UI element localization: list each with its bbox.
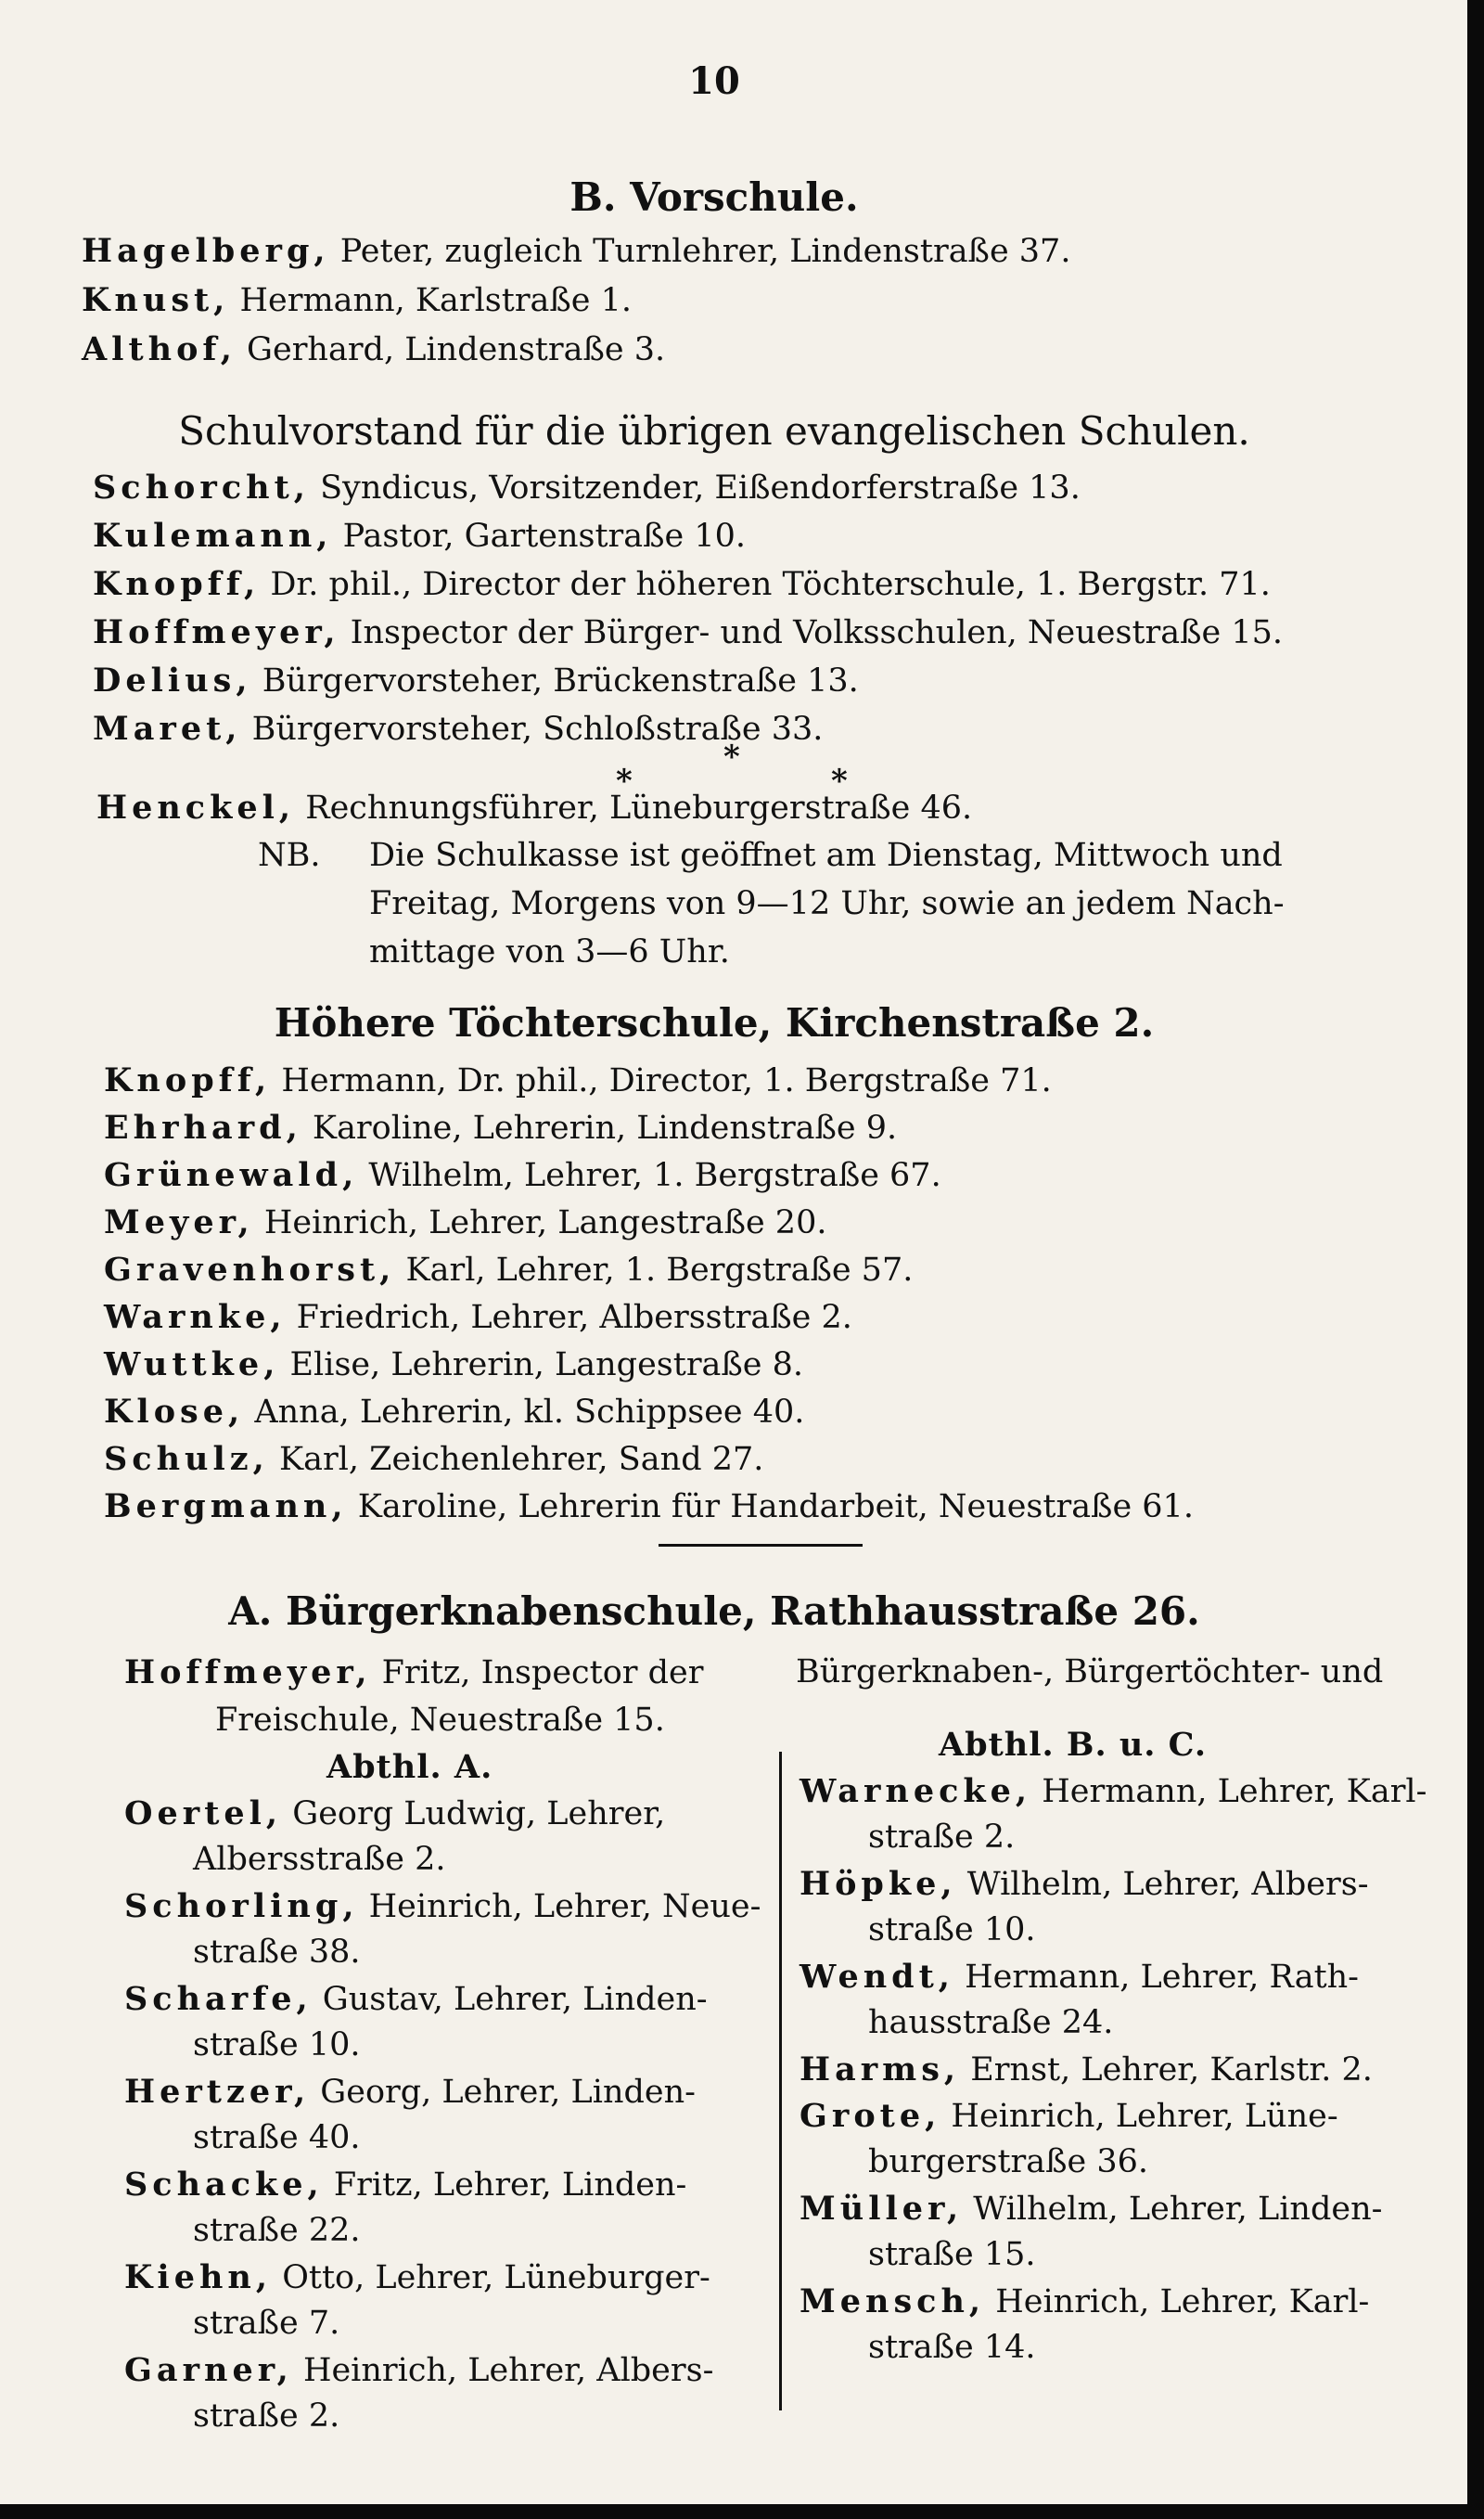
- entry-details: Georg, Lehrer, Linden-: [310, 2074, 696, 2111]
- entry-details: Karoline, Lehrerin, Lindenstraße 9.: [301, 1110, 898, 1147]
- asterisk-divider: *: [723, 739, 740, 776]
- schulvorstand-entry: [93, 469, 1081, 507]
- section-divider: [659, 1544, 863, 1547]
- entry-name: Bergmann,: [104, 1487, 348, 1525]
- buergerknabenschule-heading: A. Bürgerknabenschule, Rathhausstraße 26.: [228, 1588, 1200, 1634]
- entry-name: Maret,: [93, 710, 242, 748]
- right-entry-line2: straße 14.: [868, 2329, 1036, 2366]
- entry-name: Gravenhorst,: [104, 1251, 396, 1289]
- entry-name: Hagelberg,: [82, 232, 330, 270]
- toechterschule-entry: [104, 1487, 1194, 1525]
- entry-name: Hoffmeyer,: [124, 1653, 372, 1691]
- nb-text: mittage von 3—6 Uhr.: [369, 933, 730, 970]
- schulvorstand-entry: [93, 710, 823, 748]
- entry-name: Wuttke,: [104, 1345, 280, 1383]
- entry-details: Fritz, Inspector der: [371, 1654, 704, 1691]
- entry-details: Dr. phil., Director der höheren Töchterschule, 1. Bergstr. 71.: [260, 566, 1271, 603]
- entry-details: Karoline, Lehrerin für Handarbeit, Neuestraße 61.: [347, 1488, 1194, 1525]
- entry-details: Hermann, Lehrer, Karl-: [1031, 1773, 1427, 1810]
- entry-details: Pastor, Gartenstraße 10.: [332, 518, 747, 555]
- entry-details: Peter, zugleich Turnlehrer, Lindenstraße 37.: [329, 233, 1071, 270]
- vorschule-heading: B. Vorschule.: [569, 174, 859, 220]
- right-entry-line2: burgerstraße 36.: [868, 2143, 1149, 2180]
- left-entry-line2: straße 10.: [193, 2026, 361, 2063]
- toechterschule-entry: [104, 1203, 826, 1241]
- nb-label: NB.: [258, 837, 321, 874]
- left-entry-line1: [124, 2166, 686, 2204]
- right-entry-line2: hausstraße 24.: [868, 2004, 1114, 2041]
- toechterschule-entry: [104, 1298, 852, 1336]
- entry-details: Hermann, Dr. phil., Director, 1. Bergstraße 71.: [271, 1062, 1052, 1099]
- left-entry-line2: Albersstraße 2.: [193, 1841, 446, 1878]
- entry-details: Otto, Lehrer, Lüneburger-: [272, 2259, 710, 2296]
- left-entry-line1: [124, 1980, 708, 2018]
- entry-details: Rechnungsführer, Lüneburgerstraße 46.: [295, 790, 973, 827]
- entry-details: Bürgervorsteher, Brückenstraße 13.: [251, 662, 859, 700]
- right-entry-line1: [800, 2190, 1382, 2228]
- entry-name: Garner,: [124, 2351, 293, 2389]
- entry-details: Karl, Lehrer, 1. Bergstraße 57.: [395, 1252, 914, 1289]
- entry-details: Gerhard, Lindenstraße 3.: [236, 331, 666, 368]
- schulvorstand-entry: [93, 517, 746, 555]
- left-entry-line1: [124, 1794, 665, 1832]
- entry-details: Inspector der Bürger- und Volksschulen, Neuestraße 15.: [339, 614, 1284, 651]
- column-header-label: Abthl. B. u. C.: [939, 1726, 1208, 1764]
- toechterschule-heading: Höhere Töchterschule, Kirchenstraße 2.: [274, 1000, 1155, 1046]
- entry-name: Schorcht,: [93, 469, 310, 507]
- entry-details: Elise, Lehrerin, Langestraße 8.: [279, 1346, 804, 1383]
- entry-name: Knopff,: [93, 565, 261, 603]
- entry-details: Heinrich, Lehrer, Langestraße 20.: [253, 1204, 827, 1241]
- right-entry-line1: [800, 1865, 1369, 1903]
- schulvorstand-entry: [93, 565, 1271, 603]
- entry-name: Meyer,: [104, 1203, 254, 1241]
- toechterschule-entry: [104, 1440, 763, 1478]
- vorschule-entry: [82, 330, 665, 368]
- entry-name: Henckel,: [96, 789, 296, 827]
- inspector-entry-line2: Freischule, Neuestraße 15.: [215, 1702, 665, 1739]
- entry-name: Wendt,: [800, 1958, 954, 1996]
- entry-name: Hertzer,: [124, 2073, 311, 2111]
- toechterschule-entry: [104, 1109, 897, 1147]
- entry-details: Fritz, Lehrer, Linden-: [323, 2166, 687, 2204]
- entry-details: Heinrich, Lehrer, Neue-: [358, 1888, 761, 1925]
- scan-border-bottom: [0, 2504, 1484, 2519]
- page-number: 10: [688, 59, 740, 103]
- treasurer-entry: [96, 789, 972, 827]
- entry-details: Hermann, Lehrer, Rath-: [954, 1959, 1360, 1996]
- nb-text: Freitag, Morgens von 9—12 Uhr, sowie an jedem Nach-: [369, 885, 1285, 922]
- entry-details: Gustav, Lehrer, Linden-: [312, 1981, 708, 2018]
- inspector-entry-continued: Bürgerknaben-, Bürgertöchter- und: [796, 1653, 1384, 1690]
- entry-name: Schorling,: [124, 1887, 359, 1925]
- right-column-header: [939, 1726, 1207, 1764]
- vorschule-entry: [82, 281, 632, 319]
- asterisk-divider: *: [616, 763, 633, 800]
- left-entry-line2: straße 22.: [193, 2212, 361, 2249]
- inspector-entry: [124, 1653, 704, 1691]
- entry-name: Kulemann,: [93, 517, 333, 555]
- entry-details: Wilhelm, Lehrer, Linden-: [963, 2191, 1383, 2228]
- entry-name: Knust,: [82, 281, 230, 319]
- schulvorstand-entry: [93, 662, 859, 700]
- entry-details: Anna, Lehrerin, kl. Schippsee 40.: [244, 1394, 805, 1431]
- right-entry-line2: straße 15.: [868, 2236, 1036, 2273]
- entry-details: Heinrich, Lehrer, Lüne-: [940, 2098, 1338, 2135]
- entry-name: Oertel,: [124, 1794, 283, 1832]
- toechterschule-entry: [104, 1393, 804, 1431]
- entry-details: Wilhelm, Lehrer, 1. Bergstraße 67.: [358, 1157, 941, 1194]
- right-entry-line1: [800, 2050, 1373, 2088]
- column-divider: [779, 1752, 782, 2410]
- left-entry-line2: straße 2.: [193, 2397, 340, 2435]
- toechterschule-entry: [104, 1345, 803, 1383]
- entry-name: Müller,: [800, 2190, 964, 2228]
- entry-name: Warnecke,: [800, 1772, 1032, 1810]
- right-entry-line2: straße 2.: [868, 1819, 1016, 1856]
- entry-details: Hermann, Karlstraße 1.: [229, 282, 633, 319]
- left-entry-line1: [124, 2351, 713, 2389]
- left-entry-line2: straße 7.: [193, 2305, 340, 2342]
- entry-name: Knopff,: [104, 1061, 272, 1099]
- entry-details: Karl, Zeichenlehrer, Sand 27.: [268, 1441, 764, 1478]
- scan-border-right: [1467, 0, 1484, 2519]
- asterisk-divider: *: [831, 763, 848, 800]
- entry-name: Schacke,: [124, 2166, 324, 2204]
- entry-name: Ehrhard,: [104, 1109, 302, 1147]
- schulvorstand-heading: Schulvorstand für die übrigen evangelischen Schulen.: [178, 408, 1250, 454]
- entry-name: Grünewald,: [104, 1156, 359, 1194]
- entry-details: Heinrich, Lehrer, Albers-: [292, 2352, 714, 2389]
- left-entry-line2: straße 40.: [193, 2119, 361, 2156]
- entry-name: Kiehn,: [124, 2258, 273, 2296]
- nb-text: Die Schulkasse ist geöffnet am Dienstag, Mittwoch und: [369, 837, 1283, 874]
- vorschule-entry: [82, 232, 1070, 270]
- right-entry-line1: [800, 2097, 1338, 2135]
- entry-details: Heinrich, Lehrer, Karl-: [985, 2283, 1370, 2320]
- toechterschule-entry: [104, 1251, 913, 1289]
- entry-name: Althof,: [82, 330, 237, 368]
- entry-details: Bürgervorsteher, Schloßstraße 33.: [241, 711, 824, 748]
- entry-name: Warnke,: [104, 1298, 287, 1336]
- entry-name: Höpke,: [800, 1865, 957, 1903]
- toechterschule-entry: [104, 1156, 941, 1194]
- entry-name: Schulz,: [104, 1440, 269, 1478]
- column-header-label: Abthl. A.: [326, 1748, 493, 1786]
- left-column-header: [326, 1748, 493, 1786]
- entry-name: Grote,: [800, 2097, 941, 2135]
- schulvorstand-entry: [93, 613, 1283, 651]
- left-entry-line1: [124, 1887, 761, 1925]
- entry-name: Delius,: [93, 662, 252, 700]
- entry-details: Georg Ludwig, Lehrer,: [282, 1795, 666, 1832]
- entry-details: Ernst, Lehrer, Karlstr. 2.: [960, 2051, 1373, 2088]
- right-entry-line2: straße 10.: [868, 1911, 1036, 1948]
- right-entry-line1: [800, 1772, 1426, 1810]
- entry-name: Hoffmeyer,: [93, 613, 340, 651]
- entry-details: Syndicus, Vorsitzender, Eißendorferstraße 13.: [309, 469, 1081, 507]
- entry-name: Klose,: [104, 1393, 245, 1431]
- toechterschule-entry: [104, 1061, 1052, 1099]
- left-entry-line2: straße 38.: [193, 1934, 361, 1971]
- right-entry-line1: [800, 1958, 1359, 1996]
- entry-name: Harms,: [800, 2050, 961, 2088]
- left-entry-line1: [124, 2073, 696, 2111]
- entry-name: Scharfe,: [124, 1980, 313, 2018]
- left-entry-line1: [124, 2258, 710, 2296]
- right-entry-line1: [800, 2282, 1369, 2320]
- entry-name: Mensch,: [800, 2282, 986, 2320]
- entry-details: Wilhelm, Lehrer, Albers-: [956, 1866, 1369, 1903]
- entry-details: Friedrich, Lehrer, Albersstraße 2.: [286, 1299, 852, 1336]
